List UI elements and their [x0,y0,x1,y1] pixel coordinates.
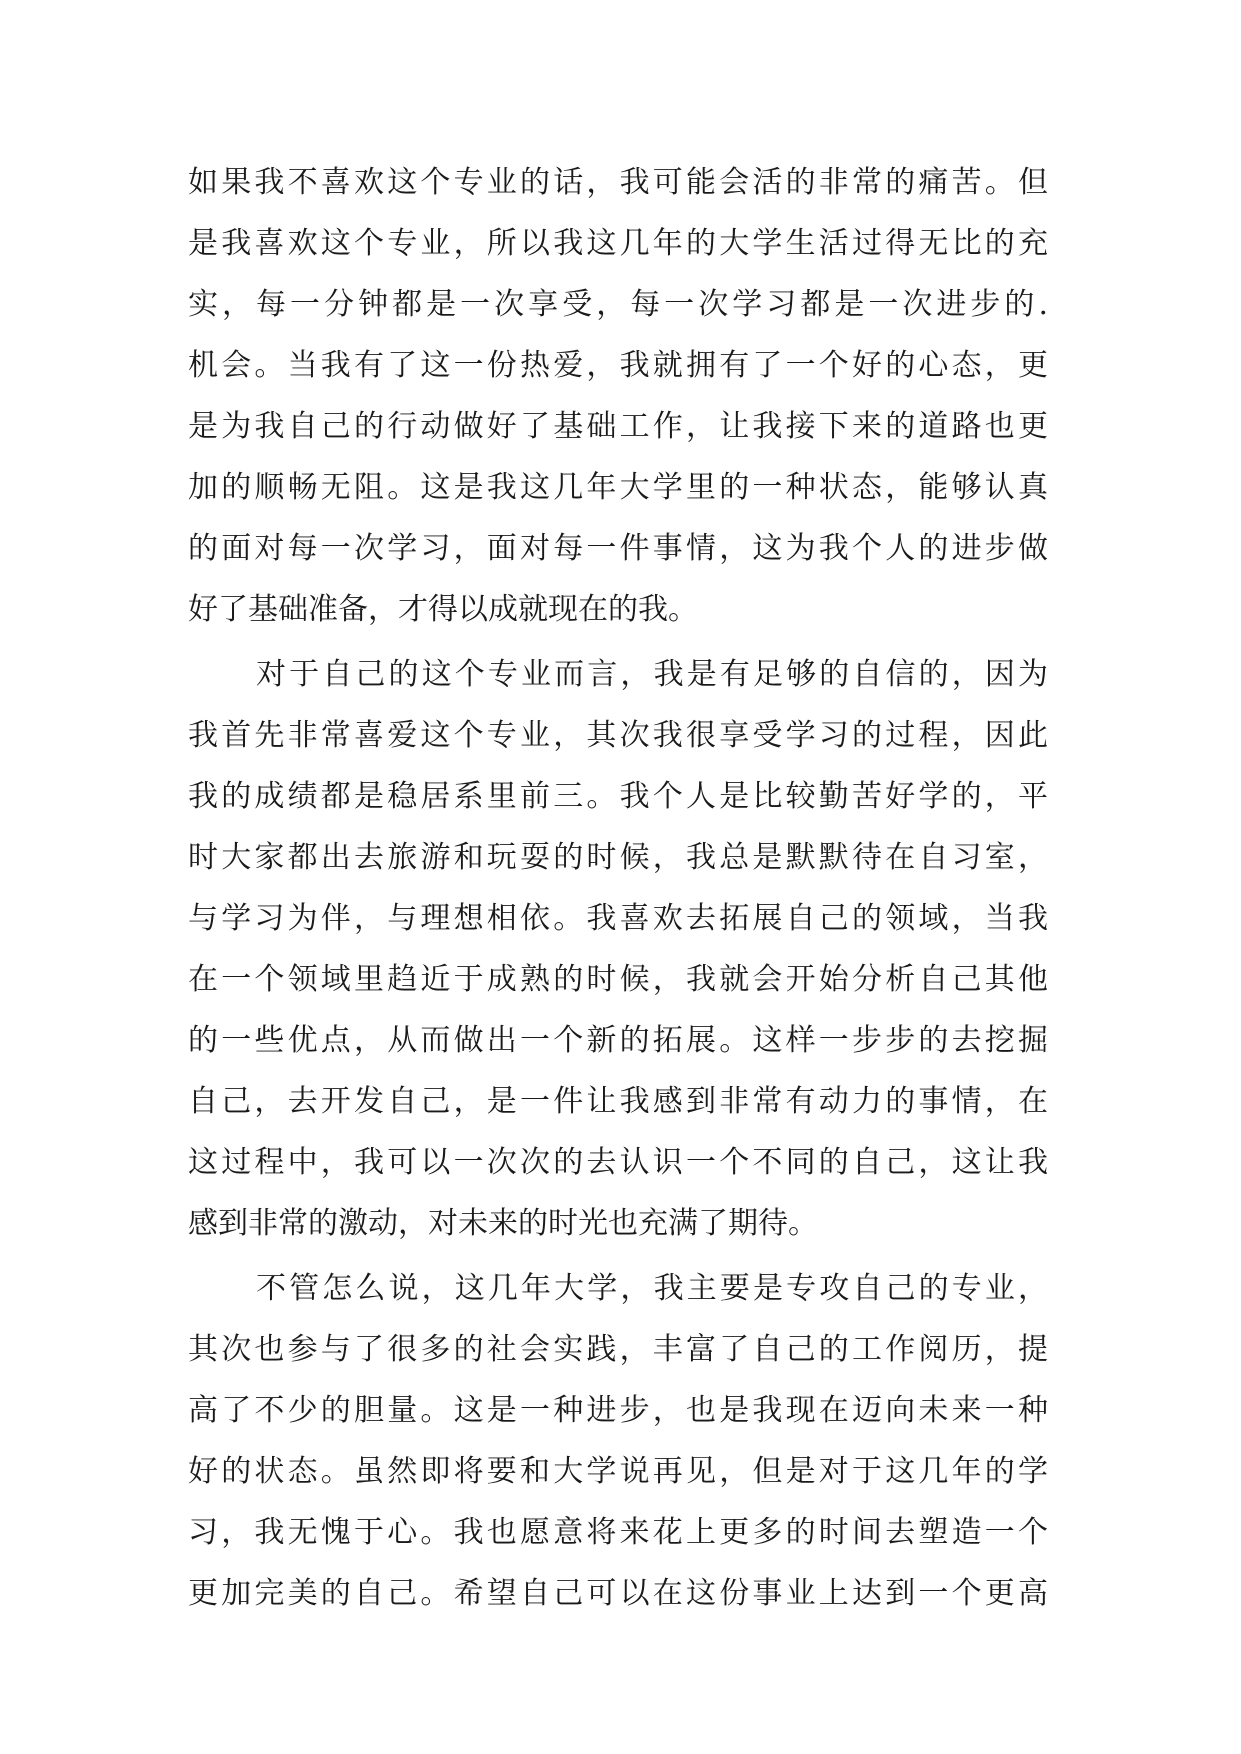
text-line: 感到非常的激动，对未来的时光也充满了期待。 [188,1206,818,1241]
text-line: 不管怎么说，这几年大学，我主要是专攻自己的专业， [256,1271,1048,1306]
text-line: 时大家都出去旅游和玩耍的时候，我总是默默待在自习室， [188,840,1048,875]
text-line: 是我喜欢这个专业，所以我这几年的大学生活过得无比的充 [188,226,1048,261]
paragraph-3 [188,1258,1048,1624]
text-line: 的面对每一次学习，面对每一件事情，这为我个人的进步做 [188,531,1048,566]
text-line: 加的顺畅无阻。这是我这几年大学里的一种状态，能够认真 [188,470,1048,505]
text-line: 实，每一分钟都是一次享受，每一次学习都是一次进步的. [188,287,1048,322]
text-line: 如果我不喜欢这个专业的话，我可能会活的非常的痛苦。但 [188,165,1048,200]
text-line: 我的成绩都是稳居系里前三。我个人是比较勤苦好学的，平 [188,779,1048,814]
text-line: 这过程中，我可以一次次的去认识一个不同的自己，这让我 [188,1145,1048,1180]
text-line: 更加完美的自己。希望自己可以在这份事业上达到一个更高 [188,1576,1048,1611]
text-line: 是为我自己的行动做好了基础工作，让我接下来的道路也更 [188,409,1048,444]
text-line: 其次也参与了很多的社会实践，丰富了自己的工作阅历，提 [188,1332,1048,1367]
text-line: 好的状态。虽然即将要和大学说再见，但是对于这几年的学 [188,1454,1048,1489]
text-line: 高了不少的胆量。这是一种进步，也是我现在迈向未来一种 [188,1393,1048,1428]
text-line: 的一些优点，从而做出一个新的拓展。这样一步步的去挖掘 [188,1023,1048,1058]
text-line: 在一个领域里趋近于成熟的时候，我就会开始分析自己其他 [188,962,1048,997]
text-line: 好了基础准备，才得以成就现在的我。 [188,592,698,627]
text-line: 自己，去开发自己，是一件让我感到非常有动力的事情，在 [188,1084,1048,1119]
text-line: 对于自己的这个专业而言，我是有足够的自信的，因为 [256,657,1048,692]
paragraph-1 [188,152,1048,640]
paragraph-2 [188,644,1048,1254]
text-line: 我首先非常喜爱这个专业，其次我很享受学习的过程，因此 [188,718,1048,753]
body-text [188,152,1048,1624]
text-line: 与学习为伴，与理想相依。我喜欢去拓展自己的领域，当我 [188,901,1048,936]
text-line: 机会。当我有了这一份热爱，我就拥有了一个好的心态，更 [188,348,1048,383]
text-line: 习，我无愧于心。我也愿意将来花上更多的时间去塑造一个 [188,1515,1048,1550]
